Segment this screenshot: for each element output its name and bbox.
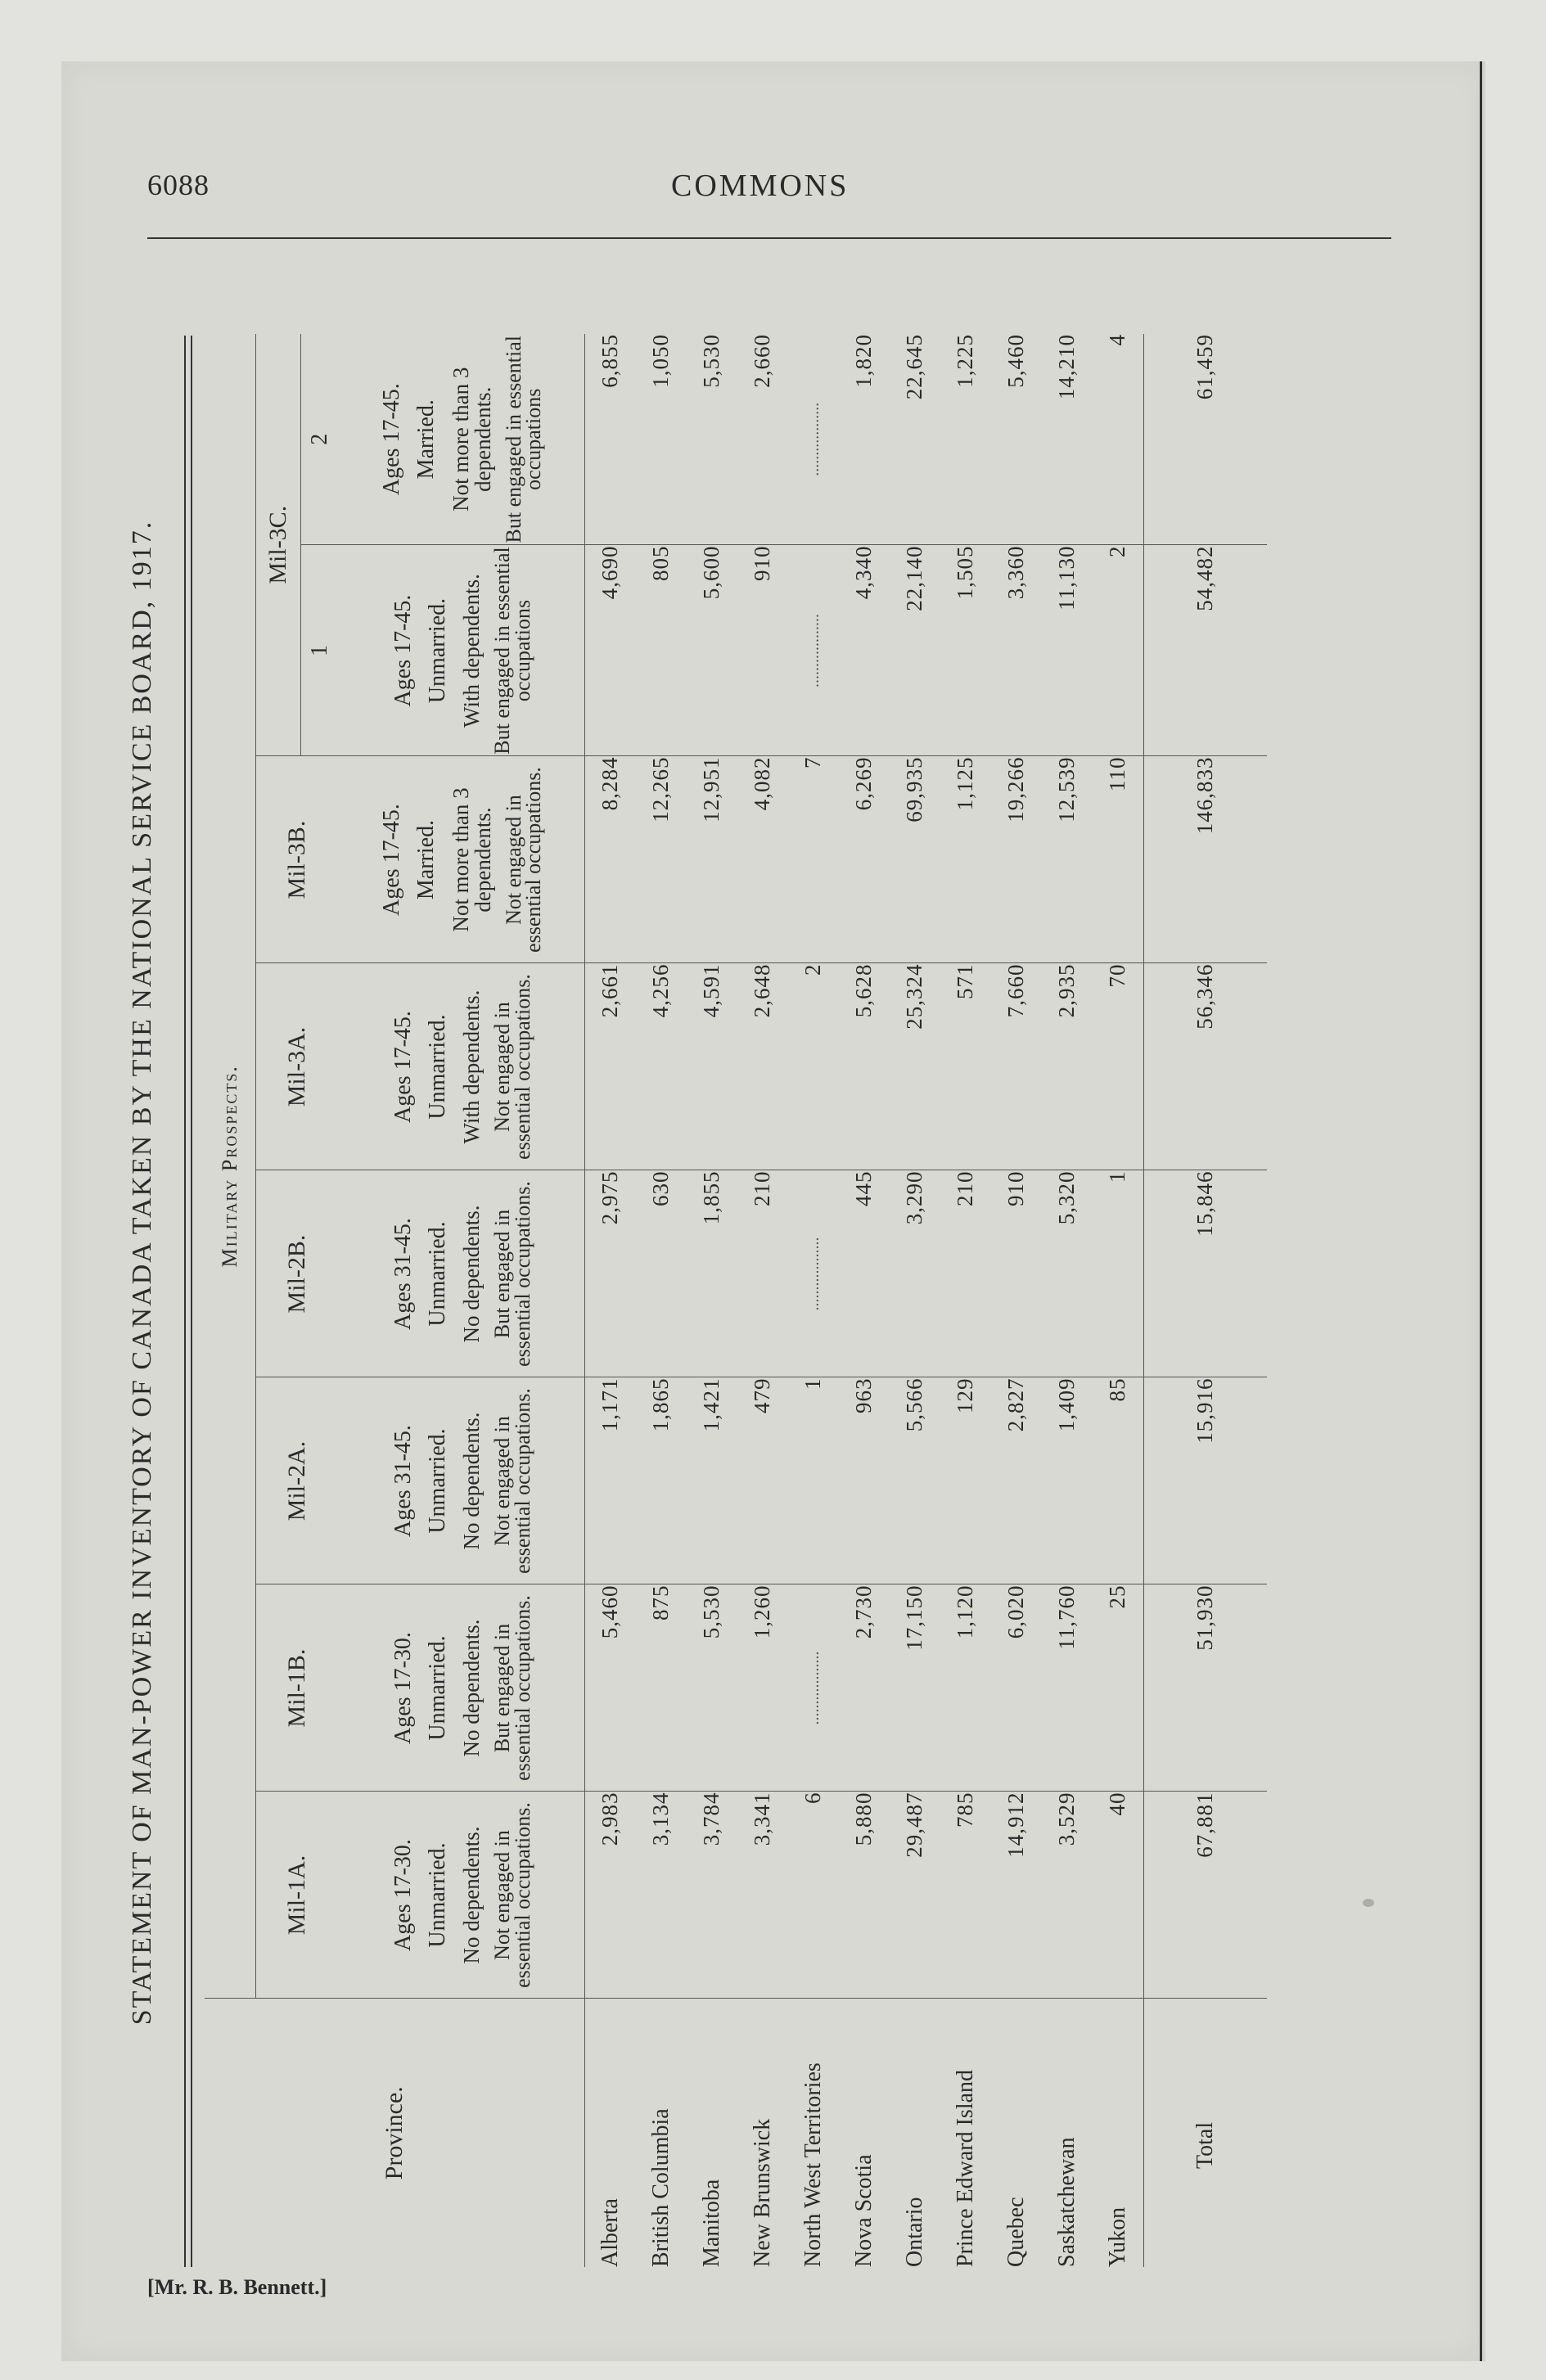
criteria-occupation: But engaged in essential occupations	[501, 336, 546, 543]
province-name: Manitoba	[698, 2179, 724, 2267]
criteria-dependents: No dependents.	[459, 1826, 484, 1964]
criteria-marital: Unmarried.	[424, 1842, 450, 1948]
cell-value: 2,983	[585, 1792, 637, 1999]
military-prospects-label: Military Prospects.	[218, 1065, 242, 1268]
province-name: Alberta	[585, 1999, 637, 2267]
cell-value: 3,134	[636, 1792, 687, 1999]
page-header	[147, 168, 1391, 217]
criteria-dependents: No dependents.	[459, 1412, 484, 1550]
cell-value: 910	[991, 1170, 1042, 1377]
cell-value: 4,340	[839, 545, 890, 756]
criteria-dependents: Not more than 3 dependents.	[448, 787, 495, 932]
cell-value: 3,360	[991, 545, 1042, 756]
province-header: Province.	[380, 2086, 408, 2180]
cell-value: 7	[788, 756, 839, 963]
cell-value: 4,256	[636, 963, 687, 1170]
table-row	[585, 334, 637, 2267]
province-name: North West Territories	[800, 2062, 826, 2267]
criteria-occupation: But engaged in essential occupations.	[490, 1595, 534, 1781]
class-header-mil-3a: Mil-3A.	[256, 963, 340, 1170]
cell-value: 22,140	[890, 545, 940, 756]
cell-value: 2,935	[1042, 963, 1093, 1170]
cell-value: 1,865	[636, 1377, 687, 1584]
criteria-dependents: No dependents.	[459, 1619, 484, 1757]
cell-value: 1,820	[839, 334, 890, 545]
cell-value: 2,661	[585, 963, 637, 1170]
criteria-age: Ages 17-45.	[379, 383, 405, 496]
province-name: British Columbia	[647, 2108, 674, 2267]
criteria-dependents: No dependents.	[459, 1205, 484, 1343]
cell-value: 3,529	[1042, 1792, 1093, 1999]
cell-value: 1,409	[1042, 1377, 1093, 1584]
criteria-marital: Unmarried.	[424, 1635, 450, 1741]
cell-value: 5,628	[839, 963, 890, 1170]
table-row	[940, 334, 991, 2267]
cell-value: 6,020	[991, 1584, 1042, 1792]
cell-value: 479	[737, 1377, 788, 1584]
criteria-marital: Unmarried.	[424, 597, 450, 704]
cell-empty-leader: ..................	[788, 545, 839, 756]
cell-value: 129	[940, 1377, 991, 1584]
class-header-mil-1b: Mil-1B.	[256, 1584, 340, 1792]
cell-value: 69,935	[890, 756, 940, 963]
cell-value: 571	[940, 963, 991, 1170]
cell-value: 5,530	[687, 334, 737, 545]
cell-value: 29,487	[890, 1792, 940, 1999]
cell-value: 12,265	[636, 756, 687, 963]
total-value: 56,346	[1144, 963, 1268, 1170]
criteria-age: Ages 17-45.	[379, 804, 405, 916]
cell-value: 1,421	[687, 1377, 737, 1584]
page-number: 6088	[147, 169, 210, 201]
cell-value: 11,130	[1042, 545, 1093, 756]
cell-value: 1	[1093, 1170, 1144, 1377]
table-row	[991, 334, 1042, 2267]
cell-value: 1,050	[636, 334, 687, 545]
cell-value: 5,320	[1042, 1170, 1093, 1377]
cell-value: 14,210	[1042, 334, 1093, 545]
class-header-mil-3b: Mil-3B.	[256, 756, 340, 963]
class-header-mil-3c: Mil-3C.	[256, 334, 301, 756]
rotated-statement	[127, 262, 1375, 2283]
cell-value: 4,082	[737, 756, 788, 963]
cell-value: 445	[839, 1170, 890, 1377]
cell-value: 1,171	[585, 1377, 637, 1584]
total-value: 146,833	[1144, 756, 1268, 963]
criteria-occupation: But engaged in essential occupations.	[490, 1181, 534, 1367]
cell-value: 40	[1093, 1792, 1144, 1999]
cell-value: 5,566	[890, 1377, 940, 1584]
column-criteria	[339, 756, 585, 963]
cell-value: 3,784	[687, 1792, 737, 1999]
column-criteria	[339, 1170, 585, 1377]
cell-value: 3,290	[890, 1170, 940, 1377]
running-head: COMMONS	[671, 169, 850, 203]
cell-value: 22,645	[890, 334, 940, 545]
total-value: 15,846	[1144, 1170, 1268, 1377]
table-row	[1042, 334, 1093, 2267]
column-criteria	[339, 1377, 585, 1584]
cell-value: 1,225	[940, 334, 991, 545]
cell-value: 785	[940, 1792, 991, 1999]
cell-value: 1,505	[940, 545, 991, 756]
criteria-dependents: Not more than 3 dependents.	[448, 367, 495, 512]
title-rule-1	[184, 336, 186, 2267]
province-name: Nova Scotia	[850, 2154, 877, 2267]
cell-value: 1,120	[940, 1584, 991, 1792]
subclass-header-2: 2	[301, 334, 340, 545]
table-row	[687, 334, 737, 2267]
military-prospects-header	[205, 334, 256, 1999]
column-criteria	[339, 334, 585, 545]
cell-value: 630	[636, 1170, 687, 1377]
cell-value: 4,591	[687, 963, 737, 1170]
cell-value: 2,648	[737, 963, 788, 1170]
province-name: Yukon	[1104, 2206, 1130, 2267]
statement-title: STATEMENT OF MAN-POWER INVENTORY OF CANADA TAKEN BY THE NATIONAL SERVICE BOARD, 1917.	[127, 520, 157, 2026]
table-row	[890, 334, 940, 2267]
cell-value: 5,600	[687, 545, 737, 756]
criteria-age: Ages 17-45.	[390, 594, 416, 707]
class-header-mil-2a: Mil-2A.	[256, 1377, 340, 1584]
criteria-age: Ages 17-30.	[390, 1839, 416, 1951]
criteria-occupation: Not engaged in essential occupations.	[501, 767, 546, 953]
cell-value: 5,880	[839, 1792, 890, 1999]
column-criteria	[339, 545, 585, 756]
criteria-age: Ages 17-45.	[390, 1011, 416, 1123]
cell-value: 210	[940, 1170, 991, 1377]
table-row	[839, 334, 890, 2267]
cell-value: 5,460	[991, 334, 1042, 545]
province-name: Saskatchewan	[1053, 2137, 1079, 2267]
total-value: 51,930	[1144, 1584, 1268, 1792]
criteria-marital: Unmarried.	[424, 1428, 450, 1534]
cell-value: 1,125	[940, 756, 991, 963]
cell-value: 2,827	[991, 1377, 1042, 1584]
subclass-header-1: 1	[301, 545, 340, 756]
table-row	[788, 334, 839, 2267]
cell-value: 70	[1093, 963, 1144, 1170]
total-value: 15,916	[1144, 1377, 1268, 1584]
cell-value: 875	[636, 1584, 687, 1792]
cell-value: 5,460	[585, 1584, 637, 1792]
province-name: New Brunswick	[749, 2118, 775, 2267]
cell-value: 1,260	[737, 1584, 788, 1792]
column-criteria	[339, 1792, 585, 1999]
cell-value: 4,690	[585, 545, 637, 756]
cell-value: 963	[839, 1377, 890, 1584]
cell-empty-leader: ..................	[788, 1584, 839, 1792]
cell-value: 1	[788, 1377, 839, 1584]
criteria-occupation: Not engaged in essential occupations.	[490, 1802, 534, 1988]
criteria-occupation: But engaged in essential occupations	[490, 547, 534, 755]
header-rule	[147, 237, 1391, 239]
criteria-marital: Married.	[413, 819, 439, 900]
criteria-marital: Married.	[413, 399, 439, 480]
criteria-occupation: Not engaged in essential occupations.	[490, 974, 534, 1160]
total-label: Total	[1144, 1999, 1268, 2267]
total-value: 61,459	[1144, 334, 1268, 545]
cell-value: 6	[788, 1792, 839, 1999]
criteria-marital: Unmarried.	[424, 1221, 450, 1327]
total-row	[1144, 334, 1268, 2267]
cell-value: 4	[1093, 334, 1144, 545]
cell-value: 25,324	[890, 963, 940, 1170]
criteria-marital: Unmarried.	[424, 1014, 450, 1120]
inventory-table	[205, 334, 1267, 2267]
criteria-age: Ages 17-30.	[390, 1632, 416, 1744]
cell-value: 6,855	[585, 334, 637, 545]
province-name: Ontario	[901, 2197, 927, 2267]
cell-value: 5,530	[687, 1584, 737, 1792]
column-criteria	[339, 963, 585, 1170]
criteria-dependents: With dependents.	[459, 989, 484, 1144]
total-value: 67,881	[1144, 1792, 1268, 1999]
attribution: [Mr. R. B. Bennett.]	[147, 2275, 327, 2299]
scan-edge	[1480, 61, 1482, 2361]
cell-value: 2	[1093, 545, 1144, 756]
cell-value: 12,951	[687, 756, 737, 963]
cell-value: 85	[1093, 1377, 1144, 1584]
cell-value: 7,660	[991, 963, 1042, 1170]
cell-value: 8,284	[585, 756, 637, 963]
cell-empty-leader: ..................	[788, 1170, 839, 1377]
cell-value: 2	[788, 963, 839, 1170]
cell-value: 3,341	[737, 1792, 788, 1999]
table-row	[1093, 334, 1144, 2267]
cell-value: 910	[737, 545, 788, 756]
cell-value: 19,266	[991, 756, 1042, 963]
criteria-age: Ages 31-45.	[390, 1425, 416, 1537]
cell-value: 805	[636, 545, 687, 756]
cell-value: 17,150	[890, 1584, 940, 1792]
cell-value: 1,855	[687, 1170, 737, 1377]
criteria-occupation: Not engaged in essential occupations.	[490, 1388, 534, 1574]
cell-value: 2,660	[737, 334, 788, 545]
table-row	[636, 334, 687, 2267]
ink-smudge	[1363, 1899, 1374, 1907]
cell-value: 110	[1093, 756, 1144, 963]
cell-value: 2,730	[839, 1584, 890, 1792]
criteria-dependents: With dependents.	[459, 574, 484, 728]
cell-value: 6,269	[839, 756, 890, 963]
cell-value: 210	[737, 1170, 788, 1377]
province-name: Quebec	[1003, 2197, 1029, 2267]
cell-value: 12,539	[1042, 756, 1093, 963]
class-header-mil-2b: Mil-2B.	[256, 1170, 340, 1377]
cell-value: 14,912	[991, 1792, 1042, 1999]
criteria-age: Ages 31-45.	[390, 1218, 416, 1330]
table-body	[585, 334, 1268, 2267]
table-row	[737, 334, 788, 2267]
province-name: Prince Edward Island	[952, 2069, 978, 2267]
title-rule-2	[191, 336, 192, 2267]
cell-value: 25	[1093, 1584, 1144, 1792]
column-criteria	[339, 1584, 585, 1792]
cell-empty-leader: ..................	[788, 334, 839, 545]
total-value: 54,482	[1144, 545, 1268, 756]
cell-value: 11,760	[1042, 1584, 1093, 1792]
cell-value: 2,975	[585, 1170, 637, 1377]
class-header-mil-1a: Mil-1A.	[256, 1792, 340, 1999]
